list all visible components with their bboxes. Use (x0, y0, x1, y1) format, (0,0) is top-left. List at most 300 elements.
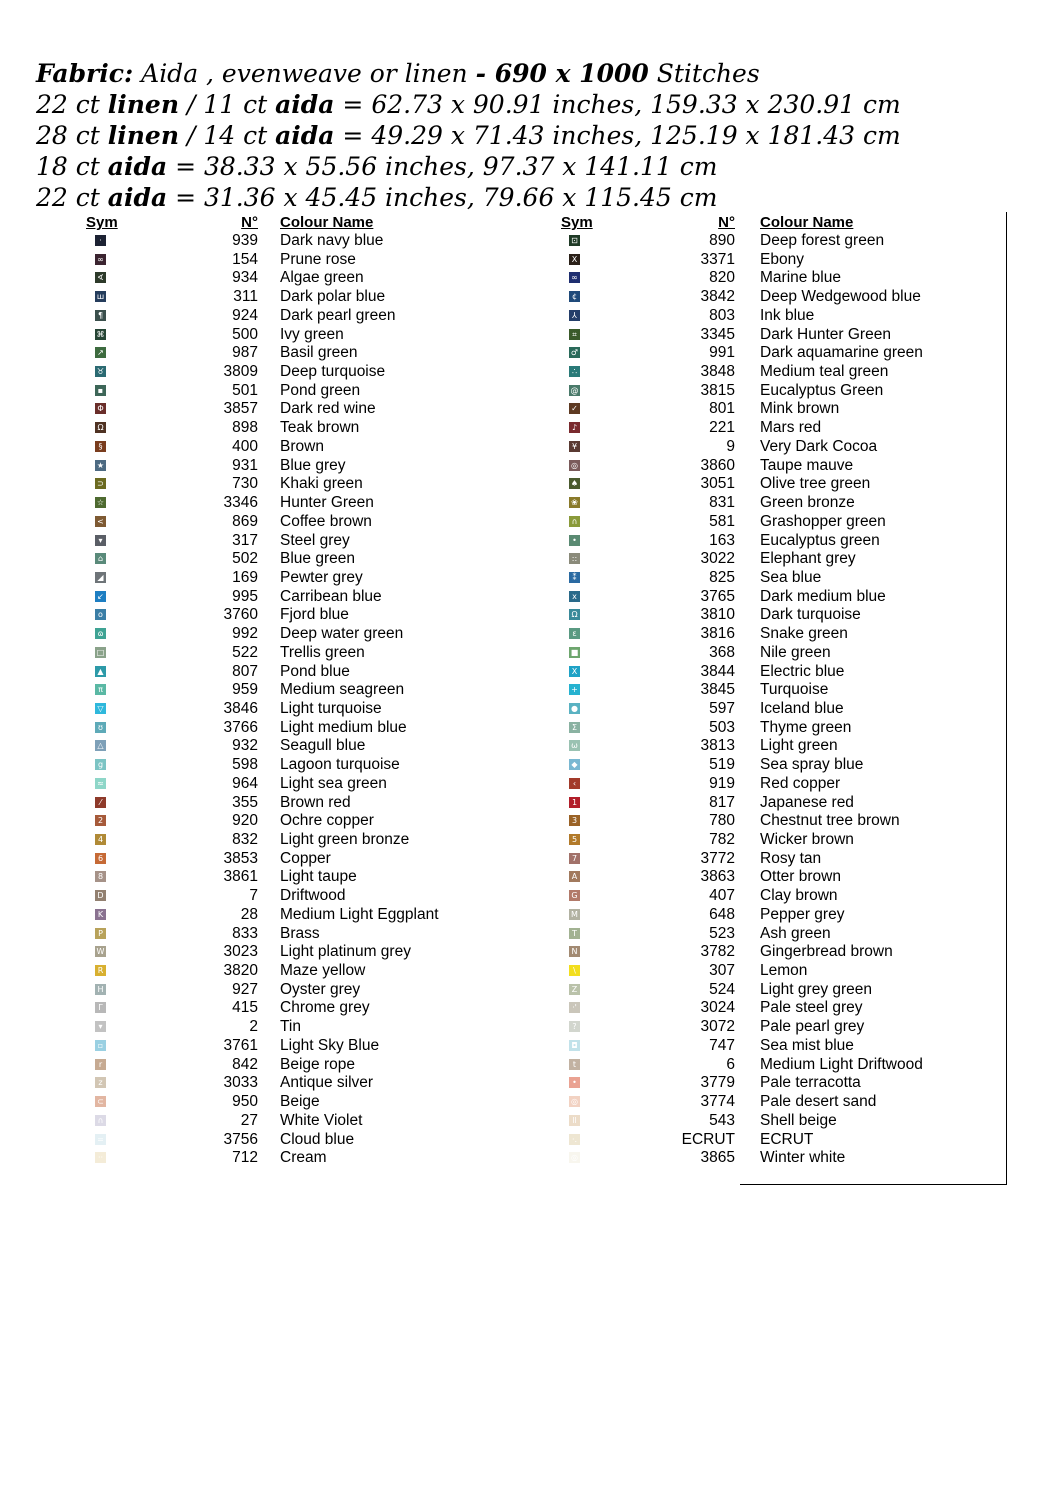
colour-name: Deep water green (280, 625, 404, 643)
thread-number: 817 (709, 793, 735, 811)
table-row (80, 400, 480, 419)
color-swatch-symbol: 5 (569, 834, 580, 845)
color-swatch-symbol: 3 (569, 815, 580, 826)
color-swatch-symbol: ∞ (95, 254, 106, 265)
color-swatch-symbol: ⊂ (95, 1096, 106, 1107)
thread-number: 919 (709, 774, 735, 792)
thread-number: 939 (232, 232, 258, 249)
table-row (555, 419, 975, 438)
color-swatch-symbol: K (95, 909, 106, 920)
color-swatch-symbol: W (96, 947, 105, 957)
count-text: 22 ct (36, 183, 108, 212)
colour-name: Khaki green (280, 475, 363, 493)
colour-name: Sea mist blue (760, 1036, 854, 1054)
color-swatch-symbol: P (95, 928, 106, 939)
table-row (80, 251, 480, 270)
right-color-table (555, 214, 975, 1168)
color-swatch-symbol: ∴ (569, 366, 580, 377)
table-row (555, 831, 975, 850)
thread-number: 221 (709, 419, 735, 437)
colour-name: Light green (760, 737, 838, 755)
thread-number: 832 (232, 831, 258, 848)
table-row (555, 307, 975, 326)
thread-number: 503 (709, 718, 735, 736)
color-swatch-symbol: Ω (95, 422, 106, 433)
table-row (80, 513, 480, 532)
colour-name: Dark turquoise (760, 606, 861, 624)
color-swatch-symbol: ❀ (569, 497, 580, 508)
thread-number: 400 (232, 437, 258, 455)
colour-name: Dark aquamarine green (760, 344, 923, 362)
thread-number: 932 (232, 737, 258, 755)
colour-name: Thyme green (760, 718, 852, 736)
table-row (80, 363, 480, 382)
color-swatch-symbol: • (569, 535, 580, 546)
color-swatch-symbol: ·. (569, 1134, 580, 1145)
colour-name: Beige (280, 1093, 320, 1111)
thread-number: 317 (232, 531, 258, 549)
thread-number: 28 (240, 905, 258, 923)
table-header (555, 214, 975, 232)
colour-name: Wicker brown (760, 831, 854, 848)
table-row (555, 457, 975, 476)
color-swatch-symbol: ▽ (95, 703, 106, 714)
colour-name: Sea blue (760, 568, 822, 586)
colour-name: Dark polar blue (280, 288, 386, 306)
color-swatch-symbol: ■ (570, 647, 579, 657)
table-row (80, 663, 480, 682)
color-swatch-symbol: ⌂ (95, 553, 106, 564)
thread-number: 801 (709, 400, 735, 418)
color-swatch-symbol: ◎ (569, 1152, 580, 1163)
table-row (555, 663, 975, 682)
color-swatch-symbol: ll (569, 1115, 580, 1126)
colour-name: Dark Hunter Green (760, 325, 891, 343)
thread-number: 9 (726, 437, 735, 455)
fabric-word: linen (107, 121, 180, 150)
colour-name: Blue grey (280, 456, 346, 474)
thread-number: 780 (709, 812, 735, 830)
thread-number: 154 (232, 250, 258, 268)
table-row (555, 1131, 975, 1150)
thread-number: 3816 (700, 625, 735, 643)
thread-number: 3051 (700, 475, 735, 493)
table-row (555, 644, 975, 663)
thread-number: 3033 (223, 1074, 258, 1092)
table-row (555, 569, 975, 588)
colour-name: Light green bronze (280, 831, 410, 848)
table-row (80, 307, 480, 326)
table-row (555, 606, 975, 625)
colour-name: Deep forest green (760, 232, 885, 249)
table-row (555, 326, 975, 345)
thread-number: 712 (232, 1149, 258, 1167)
thread-number: 3809 (223, 363, 258, 381)
colour-name: Trellis green (280, 643, 365, 661)
thread-number: 3766 (223, 718, 258, 736)
color-swatch-symbol: \ (569, 965, 580, 976)
color-swatch-symbol: ε (569, 628, 580, 639)
color-swatch-symbol: π (95, 684, 106, 695)
table-row (80, 925, 480, 944)
colour-name: Nile green (760, 643, 831, 661)
table-row (80, 962, 480, 981)
thread-number: 597 (709, 699, 735, 717)
thread-number: 987 (232, 344, 258, 362)
color-swatch-symbol: ¶ (95, 310, 106, 321)
thread-number: 991 (709, 344, 735, 362)
colour-name: Pale desert sand (760, 1093, 877, 1111)
color-swatch-symbol: ≈ (95, 778, 106, 789)
colour-name: ECRUT (760, 1130, 814, 1148)
colour-name: Fjord blue (280, 606, 349, 624)
thread-number: 524 (709, 980, 735, 998)
color-swatch-symbol: ∩ (569, 516, 580, 527)
color-swatch-symbol: ш (96, 292, 105, 302)
colour-name: Light grey green (760, 980, 873, 998)
color-swatch-symbol: X (569, 666, 580, 677)
dimensions-text: = 38.33 x 55.56 inches, 97.37 x 141.11 cm (167, 152, 718, 181)
thread-number: 523 (709, 924, 735, 942)
color-swatch-symbol: ¢ (569, 291, 580, 302)
table-row (555, 1149, 975, 1168)
colour-name: Grashopper green (760, 512, 886, 530)
color-swatch-symbol: ɷ (95, 628, 106, 639)
color-swatch-symbol: R (95, 965, 106, 976)
color-swatch-symbol: Z (569, 984, 580, 995)
colour-name: Carribean blue (280, 587, 382, 605)
table-row (555, 999, 975, 1018)
fabric-types: Aida , evenweave or linen (133, 59, 476, 88)
colour-name: Hunter Green (280, 494, 374, 512)
thread-number: 995 (232, 587, 258, 605)
table-row (555, 475, 975, 494)
thread-number: 3072 (700, 1018, 735, 1036)
color-swatch-symbol: ☆ (96, 498, 105, 508)
table-row (555, 269, 975, 288)
colour-name: Coffee brown (280, 512, 372, 530)
color-swatch-symbol: ʊ (95, 722, 106, 733)
colour-name: Ink blue (760, 306, 815, 324)
color-swatch-symbol: M (569, 909, 580, 920)
table-row (80, 943, 480, 962)
colour-name: Copper (280, 849, 331, 867)
table-row (555, 812, 975, 831)
thread-number: 519 (709, 756, 735, 774)
colour-name: Medium Light Eggplant (280, 905, 439, 923)
colour-name: Very Dark Cocoa (760, 437, 878, 455)
table-row (555, 775, 975, 794)
table-row (80, 1056, 480, 1075)
color-swatch-symbol: ✓ (569, 403, 580, 414)
color-swatch-symbol: ♂ (570, 348, 579, 358)
colour-name: Mink brown (760, 400, 840, 418)
colour-name: Light turquoise (280, 699, 382, 717)
table-row (80, 1037, 480, 1056)
number-header: N° (241, 214, 258, 231)
color-swatch-symbol: ·' (569, 1002, 580, 1013)
fabric-header (36, 58, 901, 213)
table-row (555, 1037, 975, 1056)
table-row (555, 363, 975, 382)
color-swatch-symbol: N (569, 946, 580, 957)
thread-number: 6 (726, 1055, 735, 1073)
color-swatch-symbol: :: (569, 553, 580, 564)
color-swatch-symbol: o (95, 609, 106, 620)
color-swatch-symbol: ◎ (569, 460, 580, 471)
table-row (80, 737, 480, 756)
table-row (80, 344, 480, 363)
color-swatch-symbol: ◎ (569, 1096, 580, 1107)
thread-number: 307 (709, 962, 735, 980)
color-swatch-symbol: Φ (95, 403, 106, 414)
table-row (80, 550, 480, 569)
color-swatch-symbol: ▪ (95, 385, 106, 396)
colour-name: Maze yellow (280, 962, 366, 980)
table-row (80, 681, 480, 700)
number-header: N° (718, 214, 735, 231)
table-row (555, 625, 975, 644)
color-swatch-symbol: G (569, 890, 580, 901)
colour-name: Red copper (760, 774, 841, 792)
table-row (80, 269, 480, 288)
table-row (80, 700, 480, 719)
table-row (80, 999, 480, 1018)
thread-number: 730 (232, 475, 258, 493)
thread-number: 992 (232, 625, 258, 643)
thread-number: 415 (232, 999, 258, 1017)
table-row (555, 925, 975, 944)
color-swatch-symbol: g (95, 759, 106, 770)
color-swatch-symbol: Σ (569, 722, 580, 733)
right-rows (555, 232, 975, 1168)
thread-number: 3853 (223, 849, 258, 867)
color-swatch-symbol: ·· (95, 1152, 106, 1163)
table-row (555, 382, 975, 401)
table-row (80, 588, 480, 607)
table-row (555, 513, 975, 532)
thread-number: 3772 (700, 849, 735, 867)
colour-name: Blue green (280, 550, 355, 568)
colour-name: Rosy tan (760, 849, 822, 867)
color-swatch-symbol: ∩ (95, 1115, 106, 1126)
colour-name: Lemon (760, 962, 808, 980)
count-text: 18 ct (36, 152, 108, 181)
stitches-word: Stitches (648, 59, 760, 88)
colour-name: Driftwood (280, 887, 346, 905)
thread-number: 7 (249, 887, 258, 905)
thread-number: 3761 (223, 1036, 258, 1054)
colour-name: Tin (280, 1018, 301, 1036)
thread-number: 3860 (700, 456, 735, 474)
color-swatch-symbol: ◘ (569, 1040, 580, 1051)
colour-name: Medium Light Driftwood (760, 1055, 923, 1073)
left-rows (80, 232, 480, 1168)
colour-name: Sea spray blue (760, 756, 864, 774)
color-swatch-symbol: r (95, 1059, 106, 1070)
thread-number: 3861 (223, 868, 258, 886)
count-text: / 11 ct (179, 90, 276, 119)
color-swatch-symbol: @ (570, 385, 579, 395)
table-row (555, 868, 975, 887)
colour-name: Pale steel grey (760, 999, 863, 1017)
color-swatch-symbol: ⊡ (569, 235, 580, 246)
color-swatch-symbol: ♠ (570, 479, 579, 489)
table-row (80, 644, 480, 663)
thread-number: 163 (709, 531, 735, 549)
colour-name: Iceland blue (760, 699, 844, 717)
table-row (555, 251, 975, 270)
table-row (555, 719, 975, 738)
table-row (555, 700, 975, 719)
table-row (80, 756, 480, 775)
colour-name: Pond blue (280, 662, 350, 680)
colour-name: Prune rose (280, 250, 356, 268)
colour-name: Ivy green (280, 325, 344, 343)
table-row (80, 719, 480, 738)
colour-name: Clay brown (760, 887, 838, 905)
thread-number: 3820 (223, 962, 258, 980)
table-row (555, 1018, 975, 1037)
table-row (555, 981, 975, 1000)
colour-name: Turquoise (760, 681, 829, 699)
table-row (555, 532, 975, 551)
thread-number: 934 (232, 269, 258, 287)
table-row (80, 288, 480, 307)
colour-name: Seagull blue (280, 737, 366, 755)
thread-number: 355 (232, 793, 258, 811)
thread-number: 924 (232, 306, 258, 324)
color-swatch-symbol: ∢ (95, 272, 106, 283)
table-row (80, 232, 480, 251)
thread-number: 825 (709, 568, 735, 586)
thread-number: 598 (232, 756, 258, 774)
table-border-right (1006, 212, 1007, 1184)
table-row (555, 438, 975, 457)
colour-name: Marine blue (760, 269, 841, 287)
count-text: / 14 ct (179, 121, 276, 150)
color-swatch-symbol: ⁑ (569, 572, 580, 583)
color-swatch-symbol: < (95, 516, 106, 527)
colour-name: Cream (280, 1149, 327, 1167)
fabric-word: aida (275, 90, 335, 119)
thread-number: 2 (249, 1018, 258, 1036)
colour-name: Dark navy blue (280, 232, 384, 249)
table-row (555, 1112, 975, 1131)
color-swatch-symbol: ▾ (95, 1021, 106, 1032)
count-text: 22 ct (36, 90, 108, 119)
thread-number: 920 (232, 812, 258, 830)
table-border-bottom (740, 1184, 1007, 1185)
dimensions-text: = 49.29 x 71.43 inches, 125.19 x 181.43 cm (334, 121, 901, 150)
table-row (80, 475, 480, 494)
table-row (80, 382, 480, 401)
thread-number: 3813 (700, 737, 735, 755)
color-swatch-symbol: X (569, 254, 580, 265)
table-row (80, 457, 480, 476)
colour-name: Steel grey (280, 531, 350, 549)
table-row (80, 1112, 480, 1131)
thread-number: 964 (232, 774, 258, 792)
color-swatch-symbol: ‹ (569, 778, 580, 789)
thread-number: 3023 (223, 943, 258, 961)
thread-number: 3848 (700, 363, 735, 381)
colour-name: Chrome grey (280, 999, 370, 1017)
thread-number: 502 (232, 550, 258, 568)
color-swatch-symbol: x (569, 591, 580, 602)
colour-name: Ebony (760, 250, 804, 268)
table-row (555, 494, 975, 513)
colour-name: Eucalyptus green (760, 531, 880, 549)
fabric-word: aida (275, 121, 335, 150)
thread-number: 3845 (700, 681, 735, 699)
table-row (555, 850, 975, 869)
colour-name: Snake green (760, 625, 848, 643)
thread-number: 3782 (700, 943, 735, 961)
thread-number: 581 (709, 512, 735, 530)
thread-number: 3779 (700, 1074, 735, 1092)
thread-number: 368 (709, 643, 735, 661)
thread-number: 747 (709, 1036, 735, 1054)
thread-number: 950 (232, 1093, 258, 1111)
thread-number: 3810 (700, 606, 735, 624)
table-row (80, 419, 480, 438)
color-swatch-symbol: ⅄ (569, 310, 580, 321)
table-row (80, 532, 480, 551)
colour-name: Pewter grey (280, 568, 363, 586)
size-line-22ct-aida (36, 182, 901, 213)
color-swatch-symbol: z (95, 1077, 106, 1088)
colour-name: Deep turquoise (280, 363, 386, 381)
table-row (555, 943, 975, 962)
thread-number: 500 (232, 325, 258, 343)
table-row (80, 794, 480, 813)
colour-name: Chestnut tree brown (760, 812, 900, 830)
thread-number: 3346 (223, 494, 258, 512)
color-swatch-symbol: ⌘ (96, 329, 105, 339)
sym-header: Sym (86, 214, 118, 231)
dimensions-text: = 31.36 x 45.45 inches, 79.66 x 115.45 cm (167, 183, 718, 212)
thread-number: 3024 (700, 999, 735, 1017)
color-swatch-symbol: + (569, 684, 580, 695)
dimensions-text: = 62.73 x 90.91 inches, 159.33 x 230.91 cm (334, 90, 901, 119)
color-swatch-symbol: ? (569, 1021, 580, 1032)
thread-number: 522 (232, 643, 258, 661)
colour-name: Taupe mauve (760, 456, 854, 474)
table-row (80, 326, 480, 345)
colour-name: Cloud blue (280, 1130, 355, 1148)
color-swatch-symbol: ★ (96, 460, 105, 470)
colour-name: Mars red (760, 419, 822, 437)
thread-number: 543 (709, 1111, 735, 1129)
color-swatch-symbol: ω (569, 740, 580, 751)
colour-name-header: Colour Name (760, 214, 854, 231)
color-swatch-symbol: ♉ (96, 367, 105, 377)
color-swatch-symbol: □ (96, 647, 105, 657)
table-row (555, 1093, 975, 1112)
color-swatch-symbol: 8 (95, 871, 106, 882)
colour-name: Antique silver (280, 1074, 374, 1092)
color-swatch-symbol: ◢ (95, 572, 106, 583)
table-row (555, 344, 975, 363)
table-row (80, 606, 480, 625)
thread-number: 831 (709, 494, 735, 512)
color-swatch-symbol: H (95, 984, 106, 995)
color-swatch-symbol: ↗ (95, 347, 106, 358)
thread-number: 3863 (700, 868, 735, 886)
table-row (80, 868, 480, 887)
table-row (555, 887, 975, 906)
